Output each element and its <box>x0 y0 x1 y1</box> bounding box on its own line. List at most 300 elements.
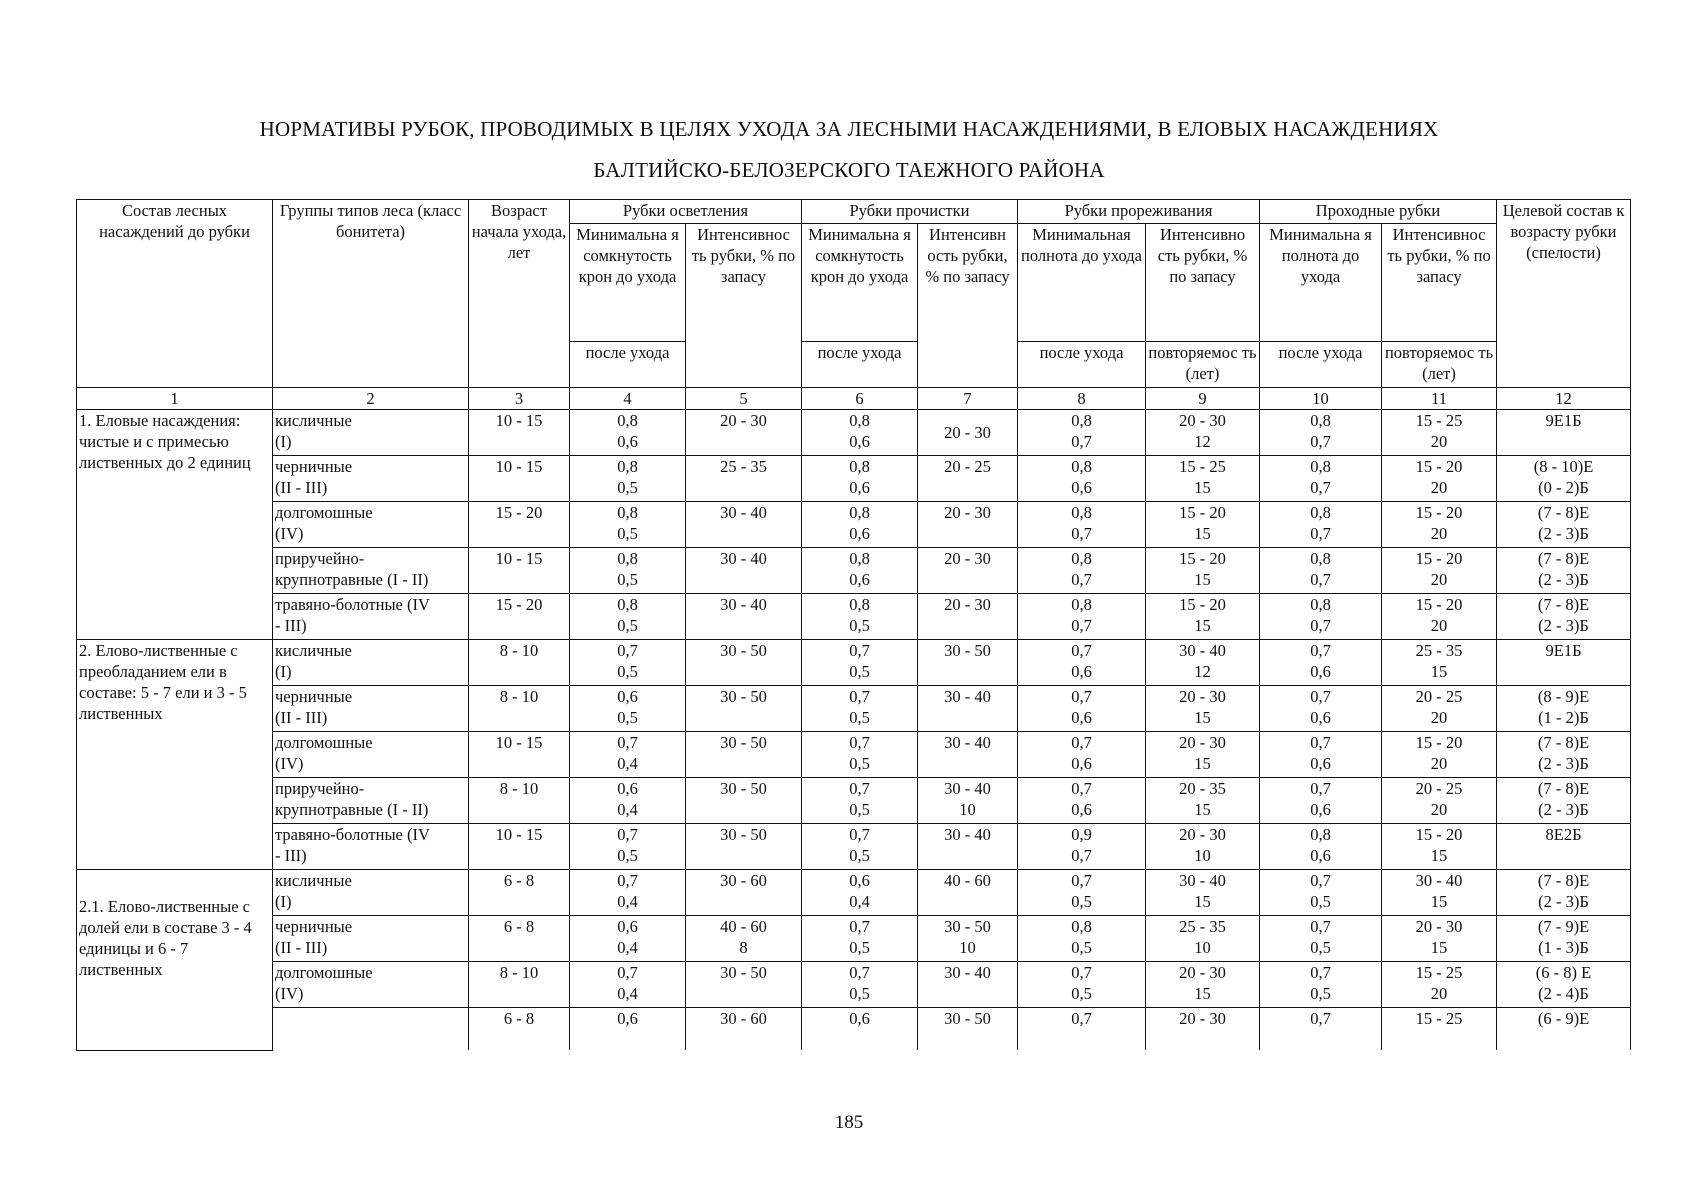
cell-line: 0,7 <box>849 917 870 936</box>
value-cell-c8 <box>1018 456 1146 502</box>
value-cell-c12 <box>1497 732 1631 778</box>
value-cell-c11 <box>1382 640 1497 686</box>
cell-line <box>275 1008 466 1029</box>
forest-type-cell <box>273 778 469 824</box>
cell-line: приручейно- <box>275 779 365 798</box>
table-row <box>77 1008 1631 1051</box>
header-after-2: после ухода <box>802 342 918 388</box>
cell-line: (II - III) <box>275 478 328 497</box>
cell-line: 20 <box>1430 478 1448 497</box>
header-target-composition: Целевой состав к возрасту рубки (спелости) <box>1497 200 1631 388</box>
cell-line: 0,5 <box>617 708 638 727</box>
start-age-cell: 8 - 10 <box>469 640 570 686</box>
value-cell-c12 <box>1497 686 1631 732</box>
cell-line: 20 - 35 <box>1179 779 1226 798</box>
value-cell-c7 <box>918 916 1018 962</box>
value-cell-c10 <box>1260 502 1382 548</box>
cell-line <box>688 431 799 452</box>
value-cell-c7 <box>918 870 1018 916</box>
cell-line: 0,6 <box>617 687 638 706</box>
cell-line: (8 - 9)Е <box>1537 687 1590 706</box>
cell-line: 15 - 20 <box>1179 503 1226 522</box>
value-cell-c11 <box>1382 732 1497 778</box>
cell-line: (IV) <box>275 984 304 1003</box>
cell-line <box>688 891 799 912</box>
start-age-cell: 10 - 15 <box>469 456 570 502</box>
cell-line: долгомошные <box>275 963 373 982</box>
cell-line: 15 <box>1430 846 1448 865</box>
value-cell-c10 <box>1260 686 1382 732</box>
header-group-thinning: Рубки прореживания <box>1018 200 1260 224</box>
cell-line: 15 - 20 <box>1179 595 1226 614</box>
cell-line: 20 - 30 <box>944 503 991 522</box>
value-cell-c4 <box>570 1008 686 1051</box>
value-cell-c8 <box>1018 962 1146 1008</box>
cell-line: (1 - 3)Б <box>1538 938 1589 957</box>
value-cell-c4 <box>570 732 686 778</box>
cell-line: 15 <box>1194 984 1211 1003</box>
cell-line: (2 - 3)Б <box>1538 754 1589 773</box>
cell-line: 0,8 <box>1310 457 1331 476</box>
header-min-closure-2: Минимальна я сомкнутость крон до ухода <box>802 224 918 342</box>
value-cell-c5 <box>686 410 802 456</box>
cell-line: 30 - 40 <box>944 733 991 752</box>
cell-line: 0,4 <box>617 754 638 773</box>
value-cell-c5 <box>686 732 802 778</box>
cell-line: кисличные <box>275 871 352 890</box>
cell-line: 30 - 50 <box>720 687 767 706</box>
value-cell-c11 <box>1382 870 1497 916</box>
value-cell-c8 <box>1018 778 1146 824</box>
cell-line: (7 - 9)Е <box>1537 917 1590 936</box>
cell-line: 30 - 40 <box>944 687 991 706</box>
value-cell-c4 <box>570 456 686 502</box>
cell-line: 15 - 20 <box>1415 825 1463 844</box>
start-age-cell: 6 - 8 <box>469 870 570 916</box>
cell-line <box>920 661 1015 682</box>
cell-line <box>275 1029 466 1050</box>
cell-line: 0,5 <box>849 616 870 635</box>
value-cell-c10 <box>1260 778 1382 824</box>
cell-line: 15 <box>1430 892 1448 911</box>
cell-line <box>1499 845 1628 866</box>
cell-line: 15 <box>1194 616 1211 635</box>
cell-line: (II - III) <box>275 938 328 957</box>
cell-line: 0,5 <box>617 570 638 589</box>
cell-line: 15 - 20 <box>1415 457 1463 476</box>
value-cell-c11 <box>1382 456 1497 502</box>
header-composition: Состав лесных насаждений до рубки <box>77 200 273 388</box>
cell-line <box>920 753 1015 774</box>
cell-line: 0,7 <box>617 825 638 844</box>
cell-line: 0,7 <box>1071 570 1092 589</box>
cell-line: 30 - 50 <box>720 779 767 798</box>
cell-line: 8 <box>739 938 748 957</box>
cell-line: 15 <box>1194 754 1211 773</box>
value-cell-c10 <box>1260 1008 1382 1051</box>
group-name: 2. Елово-лиственные с преобладанием ели в составе: 5 - 7 ели и 3 - 5 лиственных <box>77 640 273 870</box>
cell-line: 0,6 <box>849 432 870 451</box>
cell-line: 15 - 20 <box>1179 549 1226 568</box>
cell-line: крупнотравные (I - II) <box>275 570 429 589</box>
cell-line: 0,6 <box>617 1009 638 1028</box>
cell-line: (2 - 3)Б <box>1538 892 1589 911</box>
start-age-cell: 8 - 10 <box>469 686 570 732</box>
cell-line <box>920 891 1015 912</box>
cell-line: (7 - 8)Е <box>1537 503 1590 522</box>
value-cell-c7 <box>918 640 1018 686</box>
table-row <box>77 502 1631 548</box>
value-cell-c9 <box>1146 778 1260 824</box>
table-row <box>77 916 1631 962</box>
cell-line: 0,7 <box>617 641 638 660</box>
value-cell-c11 <box>1382 824 1497 870</box>
cell-line: 8Е2Б <box>1545 825 1582 844</box>
value-cell-c5 <box>686 778 802 824</box>
cell-line: 40 - 60 <box>944 871 991 890</box>
cell-line: 30 - 40 <box>944 963 991 982</box>
value-cell-c5 <box>686 594 802 640</box>
value-cell-c4 <box>570 594 686 640</box>
value-cell-c11 <box>1382 410 1497 456</box>
cell-line: 0,5 <box>1310 938 1331 957</box>
value-cell-c6 <box>802 456 918 502</box>
cell-line: (7 - 8)Е <box>1537 595 1590 614</box>
value-cell-c9 <box>1146 640 1260 686</box>
value-cell-c11 <box>1382 916 1497 962</box>
cell-line: 0,5 <box>849 938 870 957</box>
cell-line: 0,8 <box>1071 595 1092 614</box>
cell-line <box>688 799 799 820</box>
cell-line: 0,7 <box>1071 779 1092 798</box>
cell-line: 0,8 <box>1310 825 1331 844</box>
cell-line: 0,5 <box>849 708 870 727</box>
cell-line: 0,7 <box>1310 871 1331 890</box>
value-cell-c11 <box>1382 962 1497 1008</box>
cell-line <box>688 707 799 728</box>
table-row <box>77 640 1631 686</box>
cell-line: 0,7 <box>1310 1009 1331 1028</box>
cell-line: 15 - 25 <box>1415 1009 1463 1028</box>
value-cell-c9 <box>1146 732 1260 778</box>
cell-line: 0,8 <box>849 595 870 614</box>
cell-line: 0,7 <box>1310 733 1331 752</box>
column-number: 9 <box>1146 388 1260 410</box>
norms-table <box>76 199 1631 1051</box>
cell-line: 0,7 <box>849 963 870 982</box>
cell-line: черничные <box>275 687 353 706</box>
cell-line: (7 - 8)Е <box>1537 549 1590 568</box>
value-cell-c5 <box>686 824 802 870</box>
cell-line: 20 - 30 <box>1415 917 1463 936</box>
cell-line: 0,5 <box>849 800 870 819</box>
cell-line: 0,6 <box>1310 800 1331 819</box>
table-row <box>77 456 1631 502</box>
value-cell-c4 <box>570 640 686 686</box>
cell-line: 0,8 <box>1071 503 1092 522</box>
cell-line: 20 - 30 <box>944 595 991 614</box>
cell-line: 30 - 40 <box>720 595 767 614</box>
value-cell-c12 <box>1497 962 1631 1008</box>
cell-line: (7 - 8)Е <box>1537 779 1590 798</box>
value-cell-c11 <box>1382 548 1497 594</box>
cell-line: (IV) <box>275 754 304 773</box>
value-cell-c5 <box>686 870 802 916</box>
value-cell-c6 <box>802 548 918 594</box>
cell-line: 9Е1Б <box>1545 411 1582 430</box>
cell-line: 0,7 <box>1071 963 1092 982</box>
header-repeat-3: повторяемос ть (лет) <box>1146 342 1260 388</box>
cell-line: 30 - 60 <box>720 871 767 890</box>
value-cell-c11 <box>1382 594 1497 640</box>
cell-line: 0,6 <box>1310 754 1331 773</box>
cell-line: 9Е1Б <box>1545 641 1582 660</box>
cell-line: (2 - 4)Б <box>1538 984 1589 1003</box>
value-cell-c7 <box>918 686 1018 732</box>
cell-line: 0,7 <box>617 963 638 982</box>
cell-line: приручейно- <box>275 549 365 568</box>
value-cell-c5 <box>686 962 802 1008</box>
cell-line <box>920 845 1015 866</box>
header-start-age: Возраст начала ухода, лет <box>469 200 570 388</box>
start-age-cell: 10 - 15 <box>469 410 570 456</box>
cell-line: (8 - 10)Е <box>1533 457 1594 476</box>
cell-line: 0,7 <box>1310 570 1331 589</box>
cell-line: 0,7 <box>849 779 870 798</box>
value-cell-c10 <box>1260 548 1382 594</box>
cell-line: 0,6 <box>617 917 638 936</box>
value-cell-c8 <box>1018 548 1146 594</box>
column-number: 10 <box>1260 388 1382 410</box>
cell-line <box>688 753 799 774</box>
cell-line: 30 - 60 <box>720 1009 767 1028</box>
cell-line: 20 <box>1430 754 1448 773</box>
cell-line <box>920 569 1015 590</box>
header-group-lightening: Рубки осветления <box>570 200 802 224</box>
value-cell-c7 <box>918 594 1018 640</box>
value-cell-c5 <box>686 456 802 502</box>
cell-line: 0,7 <box>849 687 870 706</box>
value-cell-c4 <box>570 824 686 870</box>
value-cell-c10 <box>1260 640 1382 686</box>
value-cell-c7 <box>918 732 1018 778</box>
cell-line: - III) <box>275 616 307 635</box>
cell-line <box>1499 661 1628 682</box>
cell-line: (2 - 3)Б <box>1538 616 1589 635</box>
cell-line: 0,5 <box>1310 892 1331 911</box>
value-cell-c6 <box>802 962 918 1008</box>
cell-line: 0,5 <box>1310 984 1331 1003</box>
value-cell-c4 <box>570 686 686 732</box>
cell-line: долгомошные <box>275 733 373 752</box>
table-row <box>77 870 1631 916</box>
cell-line: 0,7 <box>1310 432 1331 451</box>
column-number: 2 <box>273 388 469 410</box>
cell-line: 15 - 20 <box>1415 503 1463 522</box>
start-age-cell: 10 - 15 <box>469 824 570 870</box>
cell-line: 0,6 <box>1310 846 1331 865</box>
cell-line <box>1499 431 1628 452</box>
cell-line: 15 <box>1194 800 1211 819</box>
value-cell-c8 <box>1018 870 1146 916</box>
cell-line: 0,6 <box>617 779 638 798</box>
cell-line: 0,5 <box>617 846 638 865</box>
forest-type-cell <box>273 824 469 870</box>
table-row <box>77 594 1631 640</box>
cell-line: 30 - 40 <box>1179 641 1226 660</box>
value-cell-c8 <box>1018 410 1146 456</box>
value-cell-c12 <box>1497 640 1631 686</box>
cell-line: кисличные <box>275 411 352 430</box>
cell-line: (7 - 8)Е <box>1537 871 1590 890</box>
value-cell-c4 <box>570 870 686 916</box>
column-number: 1 <box>77 388 273 410</box>
cell-line: 0,8 <box>1071 917 1092 936</box>
value-cell-c11 <box>1382 1008 1497 1051</box>
cell-line: 30 - 40 <box>944 779 991 798</box>
cell-line: 30 - 50 <box>720 825 767 844</box>
table-row <box>77 548 1631 594</box>
value-cell-c11 <box>1382 502 1497 548</box>
cell-line <box>688 845 799 866</box>
cell-line: 0,5 <box>617 478 638 497</box>
cell-line: 20 - 25 <box>1415 687 1463 706</box>
cell-line: 0,6 <box>1071 708 1092 727</box>
cell-line: черничные <box>275 917 353 936</box>
cell-line: (I) <box>275 432 292 451</box>
value-cell-c6 <box>802 870 918 916</box>
cell-line: 10 <box>1194 938 1211 957</box>
cell-line: 12 <box>1194 662 1211 681</box>
table-row <box>77 732 1631 778</box>
value-cell-c5 <box>686 916 802 962</box>
cell-line: (IV) <box>275 524 304 543</box>
start-age-cell: 10 - 15 <box>469 732 570 778</box>
cell-line: 0,4 <box>617 938 638 957</box>
cell-line: 0,5 <box>617 524 638 543</box>
cell-line: 0,7 <box>1071 1009 1092 1028</box>
cell-line: 0,7 <box>1071 432 1092 451</box>
cell-line: 0,6 <box>849 524 870 543</box>
value-cell-c10 <box>1260 732 1382 778</box>
value-cell-c9 <box>1146 916 1260 962</box>
value-cell-c12 <box>1497 456 1631 502</box>
value-cell-c5 <box>686 686 802 732</box>
header-intensity-1: Интенсивнос ть рубки, % по запасу <box>686 224 802 388</box>
cell-line: 0,9 <box>1071 825 1092 844</box>
cell-line: 20 - 30 <box>1179 963 1226 982</box>
value-cell-c5 <box>686 548 802 594</box>
start-age-cell: 10 - 15 <box>469 548 570 594</box>
cell-line: 20 - 30 <box>1179 411 1226 430</box>
cell-line: 20 - 30 <box>720 411 767 430</box>
cell-line: 25 - 35 <box>720 457 767 476</box>
cell-line: 40 - 60 <box>720 917 767 936</box>
cell-line: 0,8 <box>849 549 870 568</box>
value-cell-c12 <box>1497 870 1631 916</box>
forest-type-cell <box>273 410 469 456</box>
cell-line: 30 - 40 <box>1415 871 1463 890</box>
header-after-3: после ухода <box>1018 342 1146 388</box>
header-intensity-3: Интенсивно сть рубки, % по запасу <box>1146 224 1260 342</box>
cell-line: 0,5 <box>617 616 638 635</box>
header-intensity-4: Интенсивнос ть рубки, % по запасу <box>1382 224 1497 342</box>
cell-line: (2 - 3)Б <box>1538 800 1589 819</box>
column-number: 6 <box>802 388 918 410</box>
cell-line: 0,7 <box>1310 963 1331 982</box>
cell-line <box>688 477 799 498</box>
value-cell-c12 <box>1497 548 1631 594</box>
page-title-line-2: БАЛТИЙСКО-БЕЛОЗЕРСКОГО ТАЕЖНОГО РАЙОНА <box>593 158 1105 182</box>
cell-line: 0,6 <box>1310 662 1331 681</box>
cell-line: 30 - 40 <box>1179 871 1226 890</box>
value-cell-c6 <box>802 640 918 686</box>
value-cell-c10 <box>1260 456 1382 502</box>
cell-line: 0,5 <box>849 846 870 865</box>
cell-line: 30 - 50 <box>720 733 767 752</box>
value-cell-c8 <box>1018 502 1146 548</box>
cell-line <box>688 983 799 1004</box>
value-cell-c12 <box>1497 410 1631 456</box>
cell-line: 0,6 <box>617 432 638 451</box>
cell-line: 30 - 40 <box>720 549 767 568</box>
cell-line: (0 - 2)Б <box>1538 478 1589 497</box>
value-cell-c12 <box>1497 1008 1631 1051</box>
cell-line: (7 - 8)Е <box>1537 733 1590 752</box>
column-number: 8 <box>1018 388 1146 410</box>
forest-type-cell <box>273 548 469 594</box>
cell-line: 0,7 <box>1310 687 1331 706</box>
forest-type-cell <box>273 502 469 548</box>
value-cell-c7 <box>918 962 1018 1008</box>
value-cell-c9 <box>1146 410 1260 456</box>
cell-line: 0,6 <box>1071 662 1092 681</box>
value-cell-c8 <box>1018 824 1146 870</box>
cell-line: 0,8 <box>849 457 870 476</box>
value-cell-c10 <box>1260 962 1382 1008</box>
forest-type-cell <box>273 962 469 1008</box>
cell-line: 15 - 25 <box>1415 411 1463 430</box>
cell-line: 0,6 <box>849 570 870 589</box>
table-row <box>77 778 1631 824</box>
value-cell-c6 <box>802 686 918 732</box>
cell-line: 30 - 50 <box>944 641 991 660</box>
value-cell-c10 <box>1260 410 1382 456</box>
cell-line: 0,6 <box>849 478 870 497</box>
forest-type-cell <box>273 732 469 778</box>
cell-line: 0,7 <box>1071 733 1092 752</box>
cell-line: 0,8 <box>617 595 638 614</box>
header-min-density-3: Минимальная полнота до ухода <box>1018 224 1146 342</box>
value-cell-c10 <box>1260 594 1382 640</box>
table-row <box>77 410 1631 456</box>
cell-line <box>920 523 1015 544</box>
cell-line: 15 <box>1430 662 1448 681</box>
cell-line: 0,6 <box>1310 708 1331 727</box>
cell-line: 0,5 <box>849 754 870 773</box>
value-cell-c12 <box>1497 502 1631 548</box>
value-cell-c10 <box>1260 870 1382 916</box>
cell-line: 30 - 50 <box>720 641 767 660</box>
value-cell-c6 <box>802 594 918 640</box>
cell-line: (6 - 9)Е <box>1537 1009 1590 1028</box>
value-cell-c9 <box>1146 594 1260 640</box>
cell-line: 0,8 <box>617 549 638 568</box>
cell-line: 20 <box>1430 708 1448 727</box>
cell-line: 0,7 <box>1071 616 1092 635</box>
cell-line: 20 - 30 <box>944 423 991 442</box>
cell-line: травяно-болотные (IV <box>275 595 430 614</box>
